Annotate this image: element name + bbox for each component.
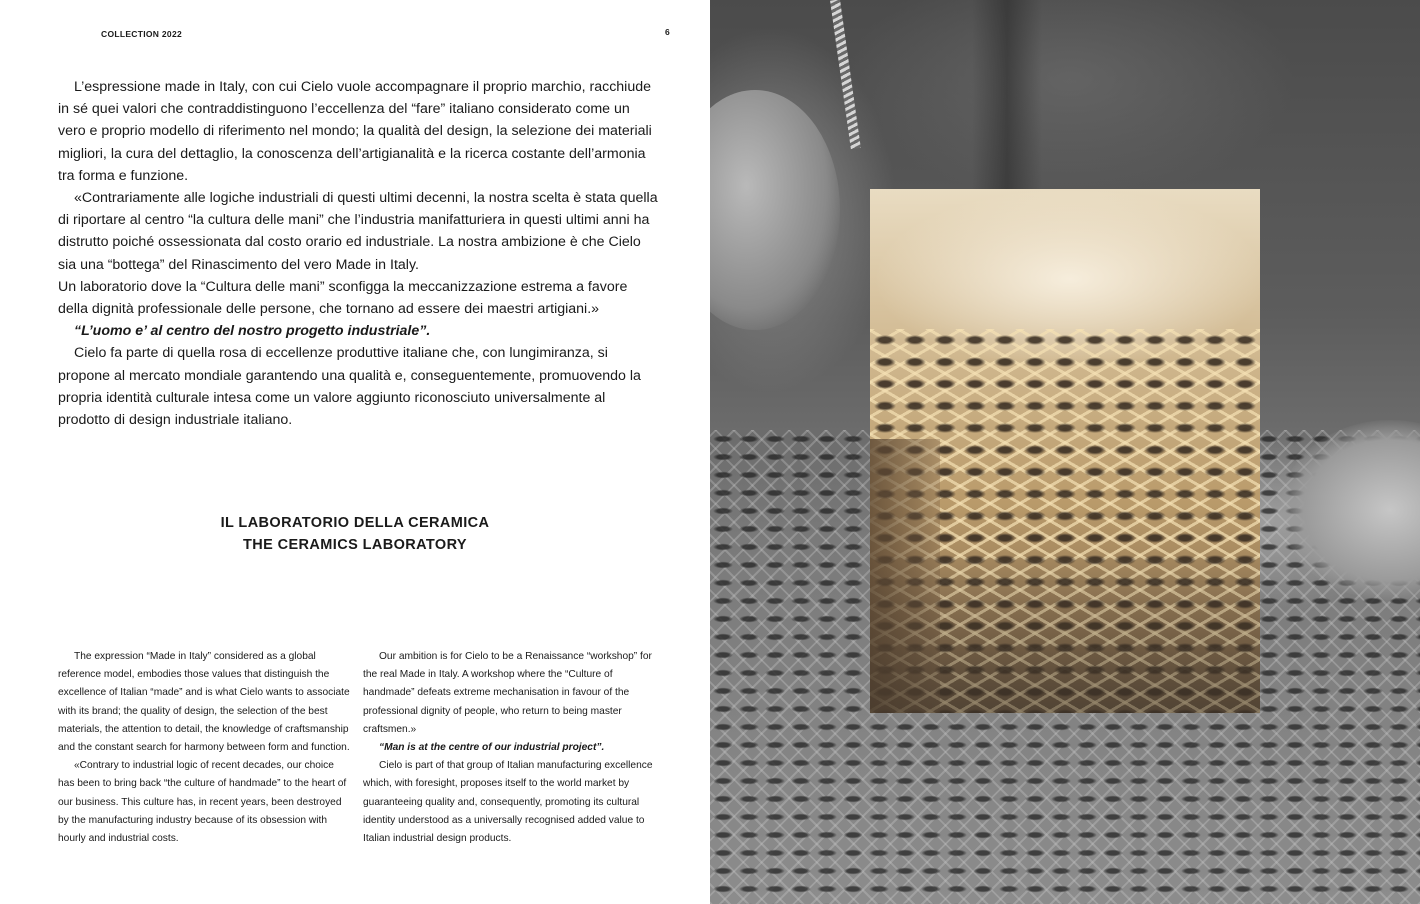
running-head: COLLECTION 2022 (101, 29, 183, 39)
section-title-english: THE CERAMICS LABORATORY (242, 536, 468, 553)
italian-paragraph-2: «Contrariamente alle logiche industriali di questi ultimi decenni, la nostra scelta è stata quella di riportare al centro “la cultura delle mani” che l’industria manifatturiera in questi ultimi anni ha distrutto poiché ossessionata dal costo orario ed industriale. La nostra ambizione è che Cielo sia una “bottega” del Rinascimento del vero Made in Italy. (58, 190, 658, 273)
english-column-left (58, 648, 350, 848)
italian-paragraph-4: Cielo fa parte di quella rosa di eccellenze produttive italiane che, con lungimiranza, si propone al mercato mondiale garantendo una qualità e, conseguentemente, promuovendo la propria identità culturale intesa come un valore aggiunto riconosciuto universalmente al prodotto di design industriale italiano. (58, 345, 641, 429)
inset-shadow (870, 549, 1260, 713)
italian-paragraph-1: L’espressione made in Italy, con cui Cielo vuole accompagnare il proprio marchio, racchiude in sé quei valori che contraddistinguono l’eccellenza del “fare” italiano considerato come un vero e proprio modello di riferimento nel mondo; la qualità del design, la selezione dei materiali migliori, la cura del dettaglio, la conoscenza dell’artigianalità e la ricerca costante dell’armonia tra forma e funzione. (58, 79, 652, 184)
page-number: 6 (665, 27, 670, 37)
section-title (58, 513, 652, 556)
cane-strand-shape (830, 0, 861, 149)
italian-body-text (58, 76, 658, 431)
craftsman-photo (710, 0, 1420, 904)
english-paragraph-4: Cielo is part of that group of Italian manufacturing excellence which, with foresight, proposes itself to the world market by guaranteeing quality and, consequently, promoting its cultural identity understood as a universally recognised added value to Italian industrial design products. (363, 760, 653, 845)
italian-quote: “L’uomo e’ al centro del nostro progetto industriale”. (74, 323, 431, 340)
english-column-right (363, 648, 655, 848)
english-paragraph-1: The expression “Made in Italy” considered as a global reference model, embodies those values that distinguish the excellence of Italian “made” and is what Cielo wants to associate with its brand; the quality of design, the selection of the best materials, the attention to detail, the knowledge of craftsmanship and the constant search for harmony between form and function. (58, 651, 350, 754)
english-paragraph-3: Our ambition is for Cielo to be a Renaissance “workshop” for the real Made in Italy. A workshop where the “Culture of handmade” defeats extreme mechanisation in favour of the professional dignity of people, who return to being master craftsmen.» (363, 651, 652, 735)
cane-weave-inset-photo (870, 189, 1260, 713)
english-paragraph-2: «Contrary to industrial logic of recent decades, our choice has been to bring back “the culture of handmade” to the heart of our business. This culture has, in recent years, been destroyed by the manufacturing industry because of its obsession with hourly and industrial costs. (58, 760, 347, 845)
english-quote: “Man is at the centre of our industrial project”. (379, 742, 605, 754)
section-title-italian: IL LABORATORIO DELLA CERAMICA (220, 515, 490, 531)
italian-paragraph-3: Un laboratorio dove la “Cultura delle mani” sconfigga la meccanizzazione estrema a favore della dignità professionale delle persone, che tornano ad essere dei maestri artigiani.» (58, 278, 628, 318)
hand-left-shape (710, 90, 840, 330)
